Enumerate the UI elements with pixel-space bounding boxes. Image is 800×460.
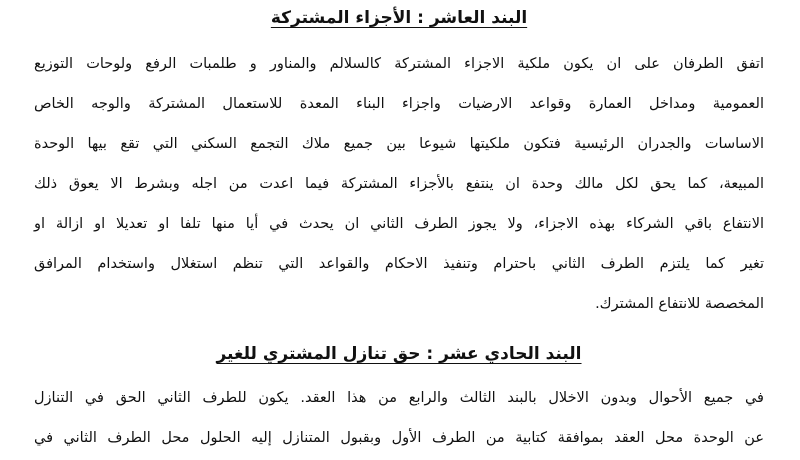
paragraph-line: المبيعة، كما يحق لكل مالك وحدة ان ينتفع بالأجزاء المشتركة فيما اعدت من اجله وبشرط الا يعوق ذلك (34, 176, 764, 192)
paragraph-line: الانتفاع باقي الشركاء بهذه الاجزاء، ولا يجوز الطرف الثاني ان يحدث في أيا منها تلفا او تعديلا او ازالة او (34, 216, 764, 232)
paragraph-line: المخصصة للانتفاع المشترك. (595, 296, 764, 312)
article-10-paragraph (34, 44, 764, 324)
article-11-paragraph (34, 378, 764, 458)
article-10-heading-text: البند العاشر : الأجزاء المشتركة (270, 8, 528, 28)
paragraph-line: تغير كما يلتزم الطرف الثاني باحترام وتنفيذ الاحكام والقواعد التي تنظم استغلال واستخدام المرافق (34, 256, 764, 272)
paragraph-line: اتفق الطرفان على ان يكون ملكية الاجزاء المشتركة كالسلالم والمناور و طلمبات الرفع ولوحات التوزيع (34, 56, 764, 72)
article-10-heading (34, 2, 764, 34)
paragraph-line: العمومية ومداخل العمارة وقواعد الارضيات واجزاء البناء المعدة للاستعمال المشتركة والوجه الخاص (34, 96, 764, 112)
paragraph-line: في جميع الأحوال وبدون الاخلال بالبند الثالث والرابع من هذا العقد. يكون للطرف الثاني الحق في التنازل (34, 390, 764, 406)
paragraph-line: الاساسات والجدران الرئيسية فتكون ملكيتها شيوعا بين جميع ملاك التجمع السكني التي تقع بيها الوحدة (34, 136, 764, 152)
article-11-heading-text: البند الحادي عشر : حق تنازل المشتري للغير (216, 344, 582, 364)
article-11-heading (34, 338, 764, 370)
paragraph-line: عن الوحدة محل العقد بموافقة كتابية من الطرف الأول وبقبول المتنازل إليه الحلول محل الطرف الثاني في (34, 430, 764, 446)
contract-page (34, 0, 764, 460)
